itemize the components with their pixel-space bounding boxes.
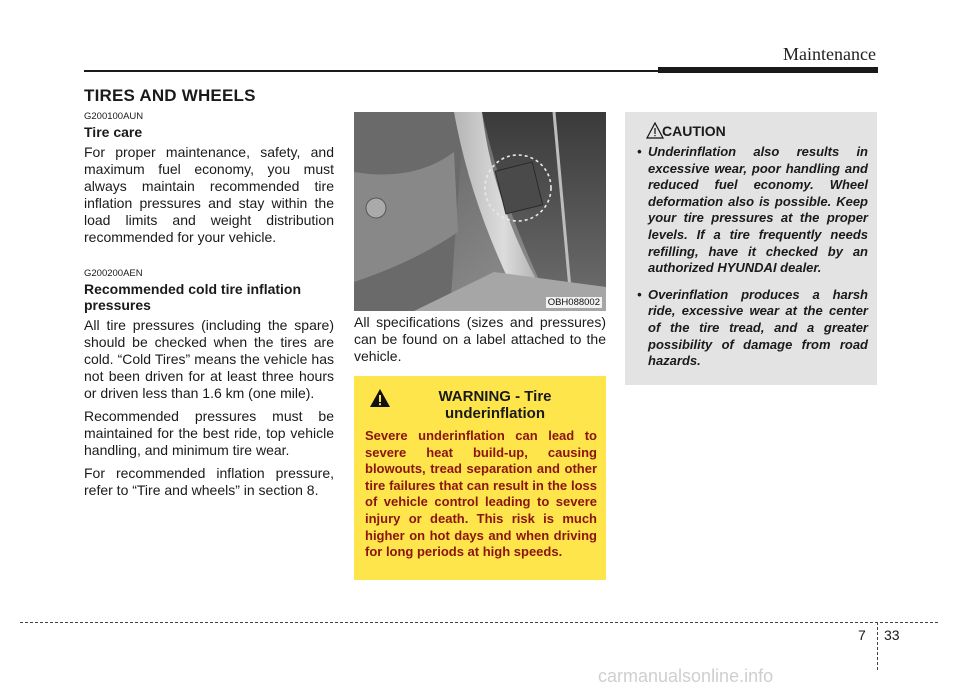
caution-list [634, 144, 868, 370]
tire-care-code: G200100AUN [84, 111, 144, 122]
door-jamb-illustration [354, 112, 606, 311]
cold-pressure-paragraph: For recommended inflation pressure, refer to “Tire and wheels” in section 8. [84, 465, 334, 498]
caution-title: CAUTION [662, 123, 726, 139]
footer-rule [20, 622, 938, 623]
warning-triangle-icon [369, 388, 391, 408]
warning-box [354, 376, 606, 580]
caution-box [625, 112, 877, 385]
door-jamb-label-photo [354, 112, 606, 311]
warning-body: Severe underinflation can lead to severe heat build-up, causing blowouts, tread separation and other tire failures that can result in the loss of vehicle control leading to severe injury or death. This risk is much higher on hot days and when driving for long periods at high speeds. [365, 428, 597, 560]
header-title: Maintenance [783, 44, 876, 64]
cold-pressure-paragraph: All tire pressures (including the spare) should be checked when the tires are cold. “Cold Tires” means the vehicle has not been driven for at least three hours or driven less than 1.6 km (one mile). [84, 317, 334, 401]
chapter-number: 7 [858, 627, 866, 643]
cold-pressure-code: G200200AEN [84, 268, 143, 279]
caution-item: • Overinflation produces a harsh ride, excessive wear at the center of the tire tread, and a greater possibility of damage from road hazards. [637, 286, 868, 369]
figure-code: OBH088002 [547, 297, 600, 308]
footer-divider [877, 622, 878, 670]
header-rule-accent [658, 67, 878, 73]
watermark: carmanualsonline.info [598, 666, 774, 686]
caution-heading [634, 122, 868, 140]
caution-triangle-icon [646, 122, 664, 139]
page-number: 33 [884, 627, 900, 643]
caution-item-text: Overinflation produces a harsh ride, excessive wear at the center of the tire tread, and a greater possibility of damage from road hazards. [648, 286, 868, 369]
cold-pressure-paragraph: Recommended pressures must be maintained for the best ride, top vehicle handling, and minimum tire wear. [84, 408, 334, 458]
tire-care-text: For proper maintenance, safety, and maximum fuel economy, you must always maintain recommended tire inflation pressures and stay within the load limits and weight distribution recommended for your vehicle. [84, 144, 334, 245]
warning-title: WARNING - Tire underinflation [438, 388, 552, 422]
warning-heading [365, 388, 597, 422]
tire-care-heading: Tire care [84, 124, 143, 140]
left-column [84, 111, 334, 505]
cold-pressure-heading: Recommended cold tire inflation pressures [84, 281, 302, 313]
caution-item: • Underinflation also results in excessive wear, poor handling and reduced fuel economy. Wheel deformation also is possible. Keep your tire pressures at the proper levels. If a tire frequently needs refilling, have it checked by an authorized HYUNDAI dealer. [637, 144, 868, 276]
figure-caption: All specifications (sizes and pressures) can be found on a label attached to the vehicle. [354, 314, 606, 364]
caution-item-text: Underinflation also results in excessive wear, poor handling and reduced fuel economy. Wheel deformation also is possible. Keep your tire pressures at the proper levels. If a tire frequently needs refilling, have it checked by an authorized HYUNDAI dealer. [648, 144, 868, 276]
section-title: TIRES AND WHEELS [84, 86, 256, 105]
